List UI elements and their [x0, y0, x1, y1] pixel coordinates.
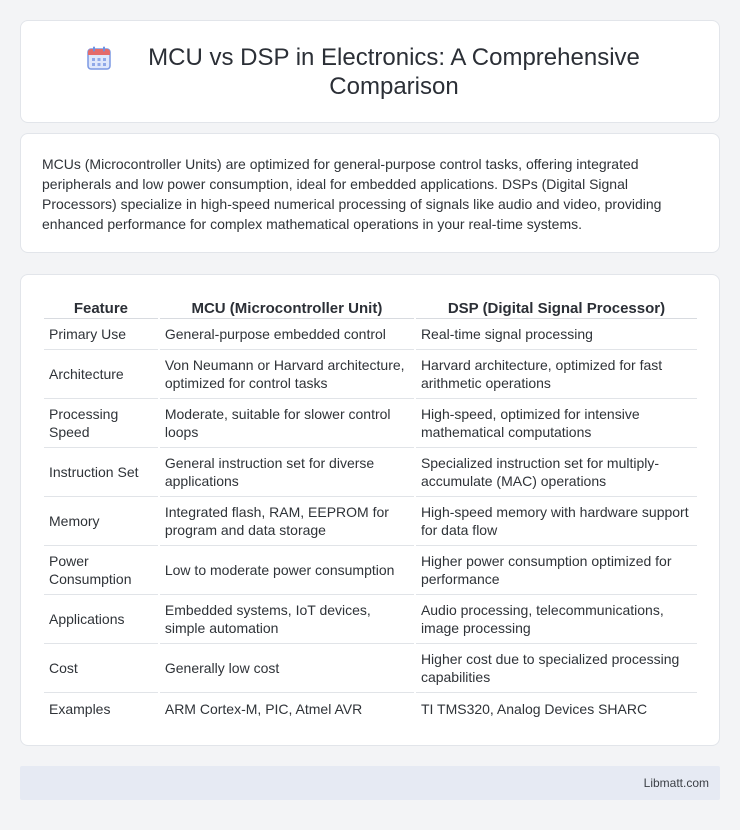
feature-cell: Primary Use: [44, 319, 158, 350]
footer-brand: Libmatt.com: [643, 776, 709, 790]
feature-cell: Memory: [44, 497, 158, 546]
column-header-feature: Feature: [44, 295, 158, 319]
table-row: [44, 319, 697, 350]
dsp-cell: Specialized instruction set for multiply-accumulate (MAC) operations: [416, 448, 697, 497]
feature-cell: Processing Speed: [44, 399, 158, 448]
table-row: [44, 350, 697, 399]
table-row: [44, 595, 697, 644]
mcu-cell: Integrated flash, RAM, EEPROM for program and data storage: [160, 497, 414, 546]
footer: [20, 766, 720, 800]
table-header-row: [44, 295, 697, 319]
dsp-cell: High-speed, optimized for intensive mathematical computations: [416, 399, 697, 448]
mcu-cell: General-purpose embedded control: [160, 319, 414, 350]
table-row: [44, 399, 697, 448]
mcu-cell: Embedded systems, IoT devices, simple automation: [160, 595, 414, 644]
column-header-mcu: MCU (Microcontroller Unit): [160, 295, 414, 319]
dsp-cell: Audio processing, telecommunications, image processing: [416, 595, 697, 644]
intro-card: [20, 133, 720, 253]
feature-cell: Examples: [49, 700, 111, 717]
feature-cell: Instruction Set: [44, 448, 158, 497]
feature-cell: Architecture: [44, 350, 158, 399]
dsp-cell: Harvard architecture, optimized for fast arithmetic operations: [416, 350, 697, 399]
intro-text: MCUs (Microcontroller Units) are optimized for general-purpose control tasks, offering integrated peripherals and low power consumption, ideal for embedded applications. DSPs (Digital Signal Processors) specialize in high-speed numerical processing of signals like audio and video, providing enhanced performance for complex mathematical operations in your real-time systems.: [42, 156, 662, 232]
page-title: MCU vs DSP in Electronics: A Comprehensive Comparison: [148, 43, 640, 100]
comparison-table-card: [20, 274, 720, 746]
feature-cell: Cost: [44, 644, 158, 693]
mcu-cell: Generally low cost: [160, 644, 414, 693]
calendar-icon: [86, 45, 112, 71]
mcu-cell: ARM Cortex-M, PIC, Atmel AVR: [164, 700, 363, 717]
mcu-cell: Moderate, suitable for slower control loops: [160, 399, 414, 448]
feature-cell: Applications: [44, 595, 158, 644]
column-header-dsp: DSP (Digital Signal Processor): [416, 295, 697, 319]
header-card: [20, 20, 720, 123]
mcu-cell: Low to moderate power consumption: [160, 546, 414, 595]
dsp-cell: TI TMS320, Analog Devices SHARC: [420, 700, 648, 717]
table-row: [44, 497, 697, 546]
mcu-cell: General instruction set for diverse applications: [160, 448, 414, 497]
comparison-table: [42, 295, 699, 724]
table-row: [44, 693, 697, 724]
mcu-cell: Von Neumann or Harvard architecture, optimized for control tasks: [160, 350, 414, 399]
dsp-cell: Higher cost due to specialized processing capabilities: [416, 644, 697, 693]
table-row: [44, 644, 697, 693]
table-row: [44, 448, 697, 497]
feature-cell: Power Consumption: [44, 546, 158, 595]
dsp-cell: Real-time signal processing: [416, 319, 697, 350]
dsp-cell: Higher power consumption optimized for performance: [416, 546, 697, 595]
dsp-cell: High-speed memory with hardware support for data flow: [416, 497, 697, 546]
table-row: [44, 546, 697, 595]
